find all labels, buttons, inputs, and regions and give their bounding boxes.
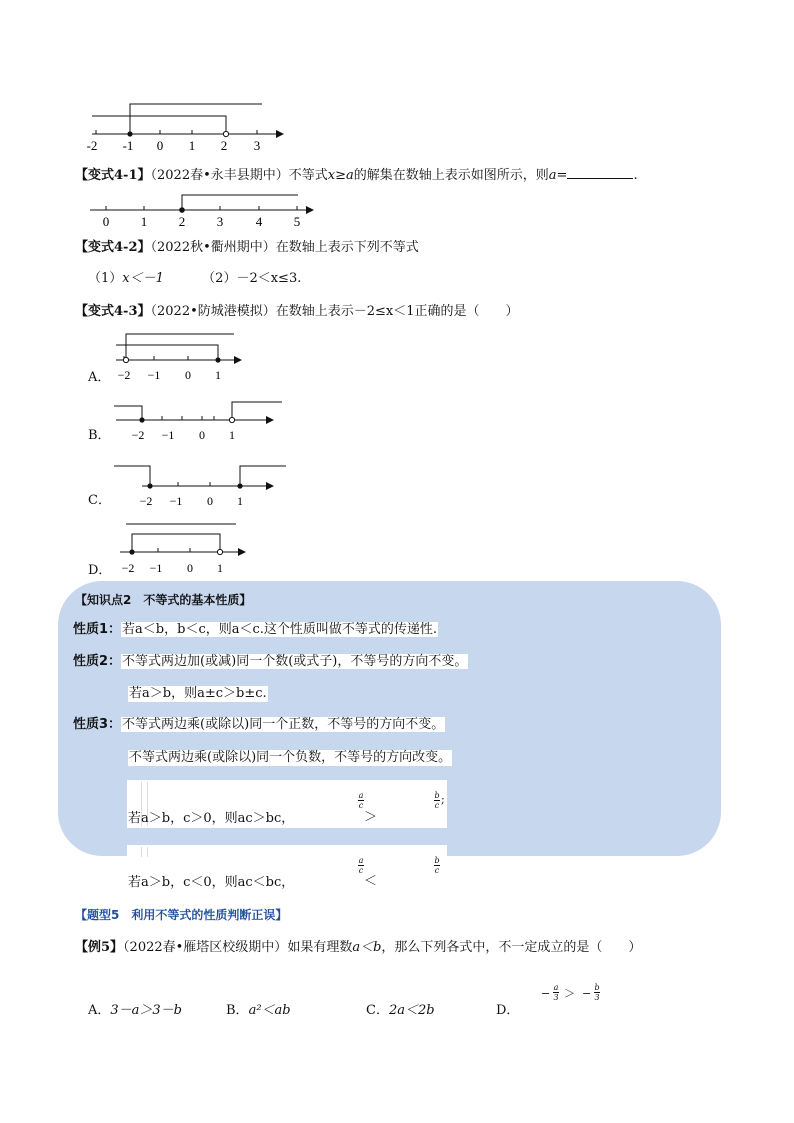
fraction-a-over-c — [356, 791, 366, 810]
tick-label: 0 — [199, 428, 205, 442]
tick-label: 3 — [253, 138, 261, 153]
option-letter: C． — [366, 1003, 389, 1018]
property-example: 若a＞b，则a±c＞b±c. — [129, 686, 267, 701]
property-3-example-2: 若a＞b，c＜0，则ac＜bc， — [128, 875, 295, 890]
tick-label: −2 — [121, 561, 135, 575]
math-expression: －2＜x≤3. — [236, 271, 302, 286]
tick-label: -2 — [86, 138, 98, 153]
tick-label: 1 — [215, 368, 221, 382]
question-text: 的解集在数轴上表示如图所示，则 — [353, 168, 549, 183]
tick-label: 1 — [217, 561, 223, 575]
math-expression: x＜－1 — [122, 271, 164, 286]
top-number-line — [86, 98, 286, 154]
option-a-letter[interactable]: A． — [88, 370, 111, 385]
property-label: 性质3： — [73, 717, 122, 732]
tick-label: 1 — [188, 138, 196, 153]
tick-label: 0 — [187, 561, 193, 575]
less-than-sign: ＜ — [364, 874, 378, 889]
fraction-a-over-c — [356, 856, 366, 875]
tick-label: 4 — [255, 214, 263, 229]
denominator: c — [434, 801, 440, 810]
tick-label: −1 — [161, 428, 175, 442]
variant-label: 【变式4-1】 — [75, 168, 151, 183]
answer-blank[interactable] — [567, 166, 633, 179]
example-5-question — [75, 940, 641, 956]
minus-sign: − — [582, 987, 592, 1000]
example-label: 【例5】 — [75, 940, 124, 955]
question-source: （2022春•雁塔区校级期中） — [123, 940, 288, 955]
variant-label: 【变式4-2】 — [75, 240, 151, 255]
question-text: . — [633, 168, 638, 183]
numerator: b — [434, 856, 440, 865]
option-c-letter[interactable]: C． — [88, 493, 111, 508]
tick-label: -1 — [122, 138, 134, 153]
option-text: 3－a＞3－b — [110, 1003, 183, 1018]
numerator: a — [553, 983, 559, 992]
option-b-letter[interactable]: B． — [88, 428, 111, 443]
variant-label: 【变式4-3】 — [75, 304, 151, 319]
fraction-a-over-3 — [551, 983, 561, 1002]
tick-label: 3 — [216, 214, 224, 229]
tick-label: −1 — [147, 368, 161, 382]
option-text: 2a＜2b — [388, 1003, 435, 1018]
question-source: （2022秋•衢州期中） — [150, 240, 276, 255]
denominator: c — [358, 866, 364, 875]
property-text: 若a＜b，b＜c，则a＜c.这个性质叫做不等式的传递性. — [122, 622, 438, 637]
item-number: （2） — [202, 271, 237, 286]
option-text: a²＜ab — [248, 1003, 291, 1018]
variant-4-2-question — [75, 240, 419, 256]
tick-label: 1 — [140, 214, 148, 229]
question-text: ，那么下列各式中，不一定成立的是（ ） — [381, 940, 642, 955]
tick-label: −1 — [149, 561, 163, 575]
option-letter: A． — [88, 1003, 111, 1018]
formula-box-divider — [141, 847, 142, 857]
tick-label: 2 — [178, 214, 186, 229]
option-b-number-line[interactable] — [112, 398, 284, 444]
tick-label: 0 — [156, 138, 164, 153]
denominator: c — [358, 801, 364, 810]
tick-label: 1 — [229, 428, 235, 442]
tick-label: 0 — [185, 368, 191, 382]
denominator: 3 — [594, 993, 600, 1002]
math-expression: x≥a — [327, 168, 354, 183]
property-2 — [73, 654, 468, 670]
property-3 — [73, 717, 445, 733]
property-3-line-2 — [128, 750, 452, 766]
property-text: 不等式两边乘(或除以)同一个负数，不等号的方向改变。 — [129, 750, 452, 765]
property-3-example-1: 若a＞b，c＞0，则ac＞bc， — [128, 811, 295, 826]
tick-label: −1 — [169, 494, 183, 508]
math-expression: a= — [548, 168, 568, 183]
option-d-number-line[interactable] — [112, 520, 252, 578]
question-text: 不等式 — [288, 168, 328, 183]
tick-label: 1 — [237, 494, 243, 508]
property-label: 性质1： — [73, 622, 122, 637]
denominator: c — [434, 866, 440, 875]
numerator: a — [358, 791, 364, 800]
tick-label: 2 — [220, 138, 228, 153]
variant-4-1-question — [75, 166, 638, 184]
semicolon: ; — [441, 793, 445, 806]
tick-label: −2 — [131, 428, 145, 442]
variant-4-2-items — [88, 271, 301, 287]
option-letter: D． — [496, 1003, 520, 1018]
formula-box-divider — [147, 847, 148, 857]
knowledge-heading: 【知识点2 不等式的基本性质】 — [75, 593, 252, 607]
tick-label: −2 — [117, 368, 131, 382]
property-2-example — [128, 686, 268, 702]
denominator: 3 — [553, 993, 559, 1002]
item-number: （1） — [88, 271, 123, 286]
example-5-option-a[interactable] — [88, 1003, 182, 1019]
greater-than-sign: ＞ — [364, 810, 378, 825]
option-c-number-line[interactable] — [112, 458, 290, 510]
property-1 — [73, 622, 438, 638]
type-5-heading: 【题型5 利用不等式的性质判断正误】 — [75, 908, 288, 922]
option-letter: B． — [226, 1003, 249, 1018]
question-source: （2022春•永丰县期中） — [150, 168, 289, 183]
property-label: 性质2： — [73, 654, 122, 669]
math-expression: a＜b — [352, 940, 382, 955]
example-5-option-b[interactable] — [226, 1003, 291, 1019]
question-text: 在数轴上表示下列不等式 — [275, 240, 419, 255]
fraction-b-over-3 — [592, 983, 602, 1002]
tick-label: 0 — [207, 494, 213, 508]
variant-4-1-number-line — [88, 190, 320, 230]
question-source: （2022•防城港模拟） — [150, 304, 276, 319]
variant-4-3-question — [75, 304, 519, 320]
option-a-number-line[interactable] — [112, 330, 247, 386]
question-text: 如果有理数 — [287, 940, 353, 955]
minus-sign: − — [541, 987, 551, 1000]
numerator: b — [594, 983, 600, 992]
option-d-letter[interactable]: D． — [88, 563, 112, 578]
example-5-option-d[interactable] — [496, 1003, 519, 1019]
example-5-option-c[interactable] — [366, 1003, 435, 1019]
tick-label: −2 — [139, 494, 153, 508]
numerator: a — [358, 856, 364, 865]
numerator: b — [434, 791, 440, 800]
tick-label: 0 — [102, 214, 110, 229]
tick-label: 5 — [293, 214, 301, 229]
greater-than-sign: ＞ — [564, 987, 575, 1000]
property-text: 不等式两边加(或减)同一个数(或式子)，不等号的方向不变。 — [122, 654, 468, 669]
fraction-b-over-c — [432, 856, 442, 875]
property-text: 不等式两边乘(或除以)同一个正数，不等号的方向不变。 — [122, 717, 445, 732]
question-text: 在数轴上表示－2≤x＜1正确的是（ ） — [275, 304, 519, 319]
